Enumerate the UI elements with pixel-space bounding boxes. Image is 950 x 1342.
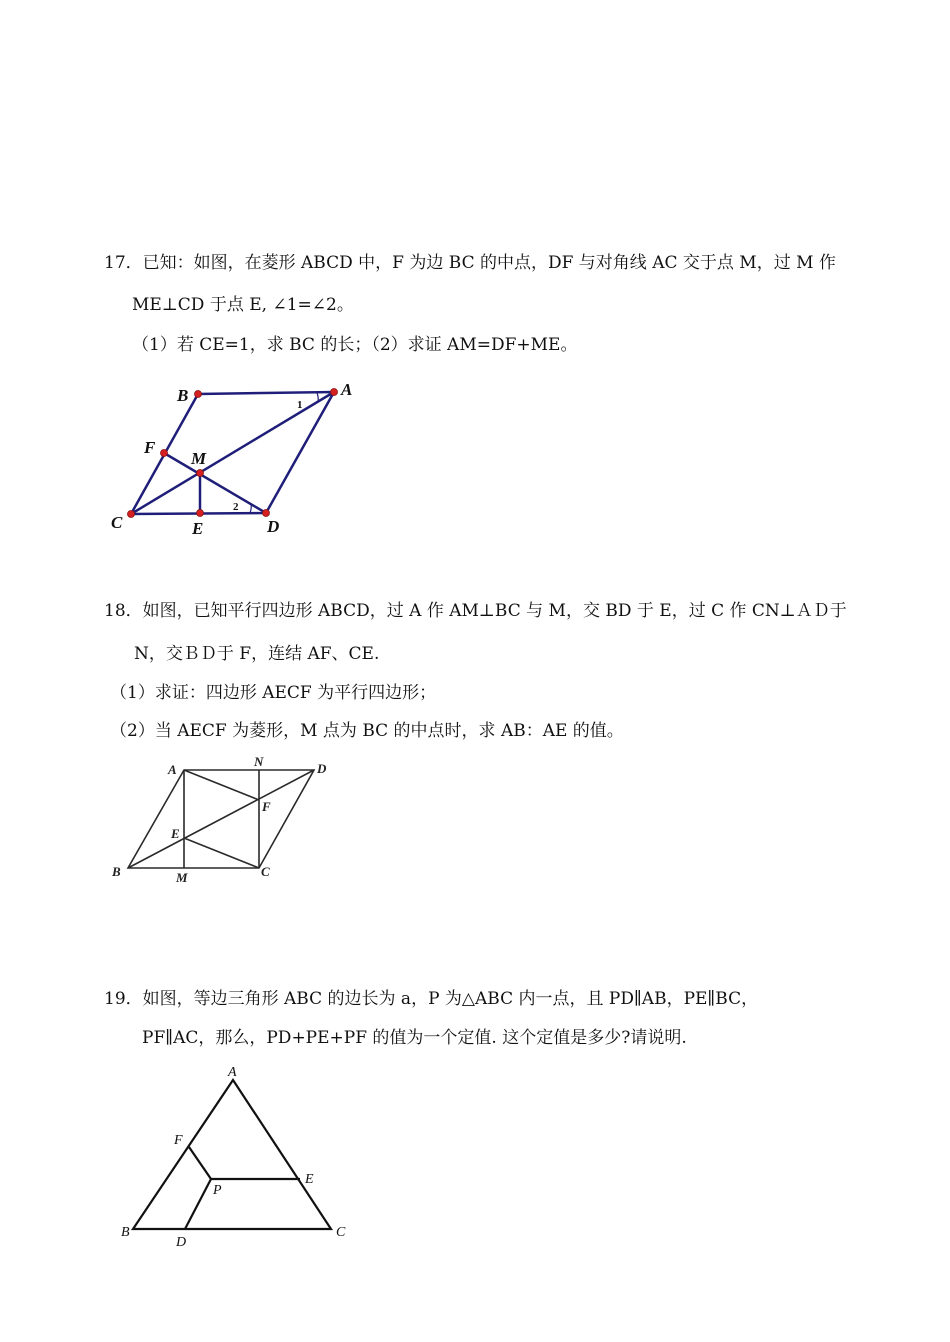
label-b: B	[112, 864, 121, 879]
label-m: M	[191, 449, 207, 468]
point-f	[161, 450, 168, 457]
q17-line-1: 17．已知：如图，在菱形 ABCD 中，F 为边 BC 的中点，DF 与对角线 AC 交于点 M，过 M 作	[104, 253, 836, 273]
q17-rhombus-figure	[100, 372, 380, 547]
q18-line-2: N，交ＢＤ于 F，连结 AF、CE.	[134, 644, 380, 664]
label-f: F	[262, 799, 271, 814]
point-e	[197, 510, 204, 517]
label-e: E	[192, 519, 204, 538]
label-d: D	[317, 761, 327, 776]
q17-line-2: ME⊥CD 于点 E, ∠1=∠2。	[132, 295, 354, 315]
label-n: N	[254, 754, 264, 769]
triangle-abc	[133, 1080, 331, 1229]
point-m	[197, 470, 204, 477]
segment-pd	[185, 1179, 211, 1229]
label-b: B	[177, 386, 189, 405]
label-angle-1: 1	[297, 399, 303, 411]
point-c	[128, 511, 135, 518]
label-a: A	[168, 762, 177, 777]
angle-2-arc	[250, 504, 251, 513]
label-e: E	[305, 1172, 314, 1187]
point-b	[195, 391, 202, 398]
q18-parallelogram-figure	[108, 752, 338, 887]
segment-ce	[184, 838, 259, 868]
label-d: D	[267, 517, 280, 536]
label-a: A	[228, 1065, 237, 1080]
label-p: P	[213, 1183, 222, 1198]
q19-line-1: 19．如图，等边三角形 ABC 的边长为 a，P 为△ABC 内一点，且 PD∥AB，PE∥BC，	[104, 989, 759, 1009]
point-a	[331, 389, 338, 396]
segment-af	[184, 770, 259, 800]
label-m: M	[176, 870, 188, 885]
label-angle-2: 2	[233, 501, 239, 513]
point-d	[263, 510, 270, 517]
segment-df	[164, 453, 266, 513]
label-d: D	[176, 1235, 187, 1250]
label-f: F	[174, 1133, 183, 1148]
q18-line-4: （2）当 AECF 为菱形，M 点为 BC 的中点时，求 AB：AE 的值。	[110, 721, 624, 741]
label-c: C	[336, 1225, 346, 1240]
q18-line-1: 18．如图，已知平行四边形 ABCD，过 A 作 AM⊥BC 与 M，交 BD 于 E，过 C 作 CN⊥ＡＤ于	[104, 601, 847, 621]
label-e: E	[171, 826, 180, 841]
q17-line-3: （1）若 CE=1，求 BC 的长；（2）求证 AM=DF+ME。	[132, 335, 578, 355]
label-c: C	[261, 864, 270, 879]
segment-pf	[189, 1147, 211, 1179]
label-a: A	[341, 380, 353, 399]
q19-triangle-figure	[112, 1058, 362, 1253]
q18-line-3: （1）求证：四边形 AECF 为平行四边形；	[110, 683, 437, 703]
label-b: B	[121, 1225, 130, 1240]
label-f: F	[144, 438, 156, 457]
label-c: C	[111, 513, 123, 532]
q19-line-2: PF∥AC，那么，PD+PE+PF 的值为一个定值. 这个定值是多少?请说明.	[142, 1028, 687, 1048]
